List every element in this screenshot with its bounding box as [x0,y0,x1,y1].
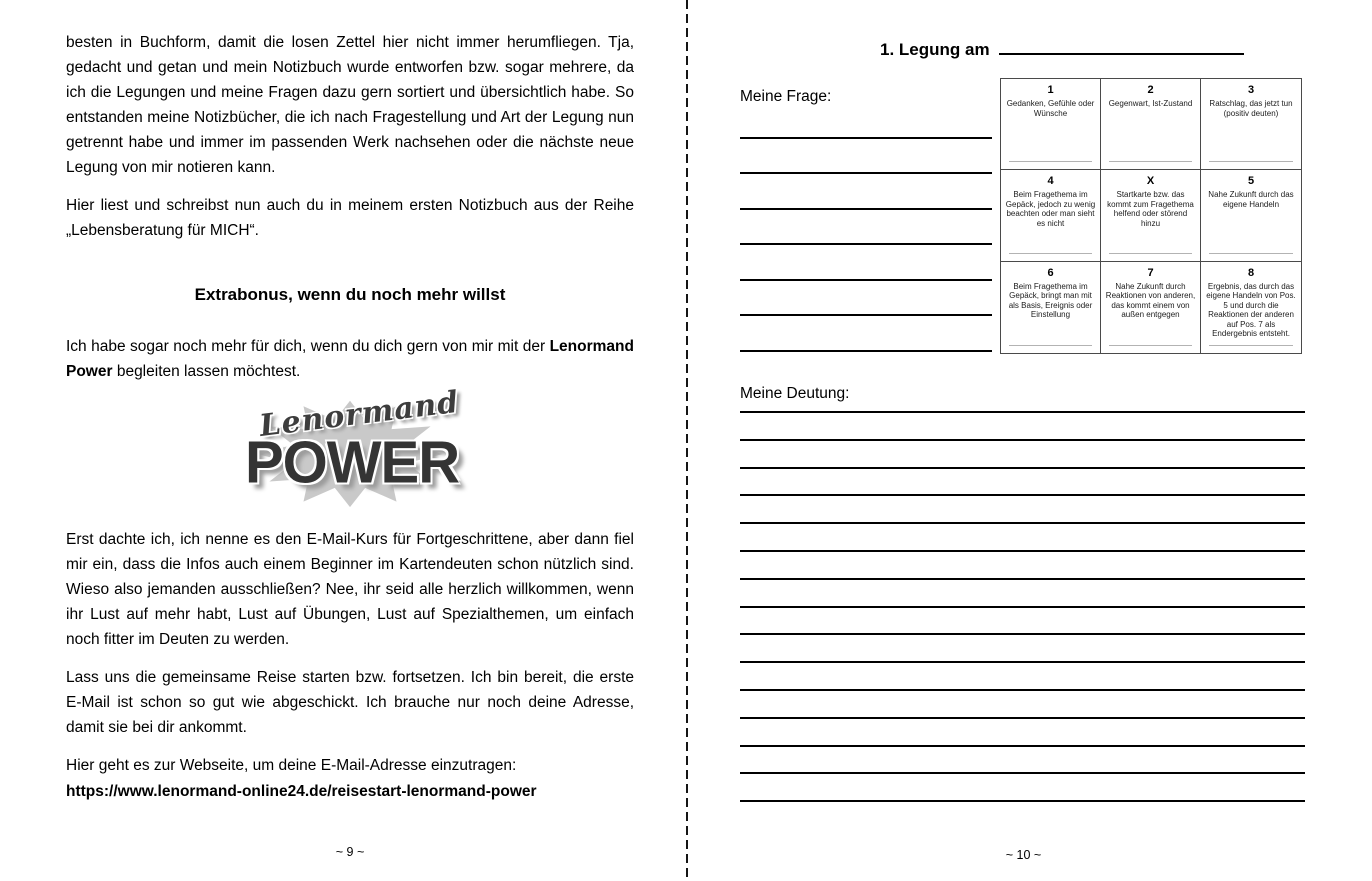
legung-heading-text: 1. Legung am [880,40,990,59]
date-blank-line [999,53,1244,55]
card-position-description: Ratschlag, das jetzt tun (positiv deuten) [1209,99,1293,118]
meine-deutung-lines [740,413,1305,802]
grid-card-cell [1001,79,1101,170]
ruled-writing-line [740,580,1305,608]
card-position-number: 1 [1047,84,1054,96]
card-position-description: Nahe Zukunft durch das eigene Handeln [1208,190,1294,209]
ruled-writing-line [740,281,992,317]
grid-card-cell [1001,170,1101,261]
paragraph-notizbuch-reihe: Hier liest und schreibst nun auch du in meinem ersten Notizbuch aus der Reihe „Lebensberatung für MICH“. [66,197,634,239]
card-position-number: 4 [1047,175,1054,188]
card-writing-line [1209,345,1293,346]
ruled-writing-line [740,552,1305,580]
card-position-description: Beim Fragethema im Gepäck, jedoch zu wenig beachten oder man sieht es nicht [1005,190,1096,228]
ruled-writing-line [740,691,1305,719]
grid-card-cell [1101,79,1201,170]
card-position-number: 8 [1247,266,1255,279]
paragraph3-bold-text: Lenormand Power [66,338,634,380]
page-number-left: ~ 9 ~ [335,845,365,859]
right-page [737,0,1310,881]
card-position-number: X [1146,175,1155,188]
card-position-description: Nahe Zukunft durch Reaktionen von anderen, das kommt einem von außen entgegen [1105,281,1196,320]
card-writing-line [1209,161,1293,162]
ruled-writing-line [740,663,1305,691]
meine-deutung-label-row [740,385,1305,413]
card-position-number: 5 [1247,175,1255,188]
card-position-description: Gegenwart, Ist-Zustand [1108,99,1193,108]
ruled-writing-line [740,441,1305,469]
paragraph3-text-before: Ich habe sogar noch mehr für dich, wenn du dich gern von mir mit der [66,338,550,355]
ruled-writing-line [740,496,1305,524]
paragraph-webseite: Hier geht es zur Webseite, um deine E-Mail-Adresse einzutragen: [66,757,517,774]
card-position-number: 2 [1147,84,1154,96]
ruled-writing-line [740,719,1305,747]
paragraph-email-kurs: Erst dachte ich, ich nenne es den E-Mail-Kurs für Fortgeschrittene, aber dann fiel mir ein, dass die Infos auch einem Beginner im Kartendeuten schon nützlich sind. Wieso also jemanden ausschließen? Nee, ihr seid alle herzlich willkommen, wenn ihr Lust auf mehr habt, Lust auf Übungen, Lust auf Spezialthemen, um einfach noch fitter im Deuten zu werden. [66,531,634,648]
paragraph-reise: Lass uns die gemeinsame Reise starten bzw. fortsetzen. Ich bin bereit, die erste E-Mail ist schon so gut wie abgeschickt. Ich brauche nur noch deine Adresse, damit sie bei dir ankommt. [66,669,634,736]
ruled-writing-line [740,524,1305,552]
grid-card-cell [1101,170,1201,261]
ruled-writing-line [740,139,992,175]
card-writing-line [1009,253,1092,254]
grid-card-cell [1201,170,1301,261]
ruled-writing-line [740,635,1305,663]
card-writing-line [1009,161,1092,162]
ruled-writing-line [740,103,992,139]
meine-deutung-label: Meine Deutung: [740,385,850,402]
ruled-writing-line [740,774,1305,802]
paragraph-notizbuch: besten in Buchform, damit die losen Zettel hier nicht immer herumfliegen. Tja, gedacht und getan und mein Notizbuch wurde entworfen bzw. sogar mehrere, da ich die Legungen und meine Fragen dazu gern sortiert und übersichtlich habe. So entstanden meine Notizbücher, die ich nach Fragestellung und Art der Legung nun getrennt habe und immer im passenden Werk nachsehen oder die nächste neue Legung von mir notieren kann. [66,34,634,176]
grid-card-cell [1201,79,1301,170]
ruled-writing-line [740,469,1305,497]
signup-url[interactable]: https://www.lenormand-online24.de/reisestart-lenormand-power [66,783,537,800]
ruled-writing-line [740,174,992,210]
ruled-writing-line [740,608,1305,636]
left-page [66,0,634,881]
card-position-description: Gedanken, Gefühle oder Wünsche [1006,99,1095,118]
meine-frage-label: Meine Frage: [740,88,832,105]
paragraph3-text-after: begleiten lassen möchtest. [112,363,301,380]
page-number-right: ~ 10 ~ [1005,848,1042,862]
legung-heading [880,40,1244,60]
grid-card-cell [1001,262,1101,353]
lenormand-power-logo [245,384,462,509]
card-position-number: 7 [1147,266,1154,279]
paragraph-lenormand-power [66,334,634,384]
logo-main-text: POWER [245,429,460,496]
page-divider-dashed-line [686,0,688,881]
card-writing-line [1009,345,1092,346]
card-position-description: Startkarte bzw. das kommt zum Fragethema helfend oder störend hinzu [1107,190,1194,228]
ruled-writing-line [740,245,992,281]
card-writing-line [1109,345,1192,346]
ruled-writing-line [740,413,1305,441]
section-heading-extrabonus: Extrabonus, wenn du noch mehr willst [194,285,506,304]
card-writing-line [1109,253,1192,254]
card-position-description: Ergebnis, das durch das eigene Handeln von Pos. 5 und durch die Reaktionen der anderen auf Pos. 7 als Endergebnis entsteht. [1206,281,1296,339]
ruled-writing-line [740,747,1305,775]
ruled-writing-line [740,316,992,352]
logo-script-text: Lenormand [257,384,462,444]
card-position-description: Beim Fragethema im Gepäck, bringt man mit als Basis, Ereignis oder Einstellung [1008,281,1093,320]
card-position-number: 6 [1047,266,1054,279]
card-position-number: 3 [1247,84,1255,96]
meine-frage-lines [740,103,992,352]
grid-card-cell [1201,262,1301,353]
card-writing-line [1209,253,1293,254]
ruled-writing-line [740,210,992,246]
card-writing-line [1109,161,1192,162]
grid-card-cell [1101,262,1201,353]
legung-card-grid [1000,78,1302,354]
